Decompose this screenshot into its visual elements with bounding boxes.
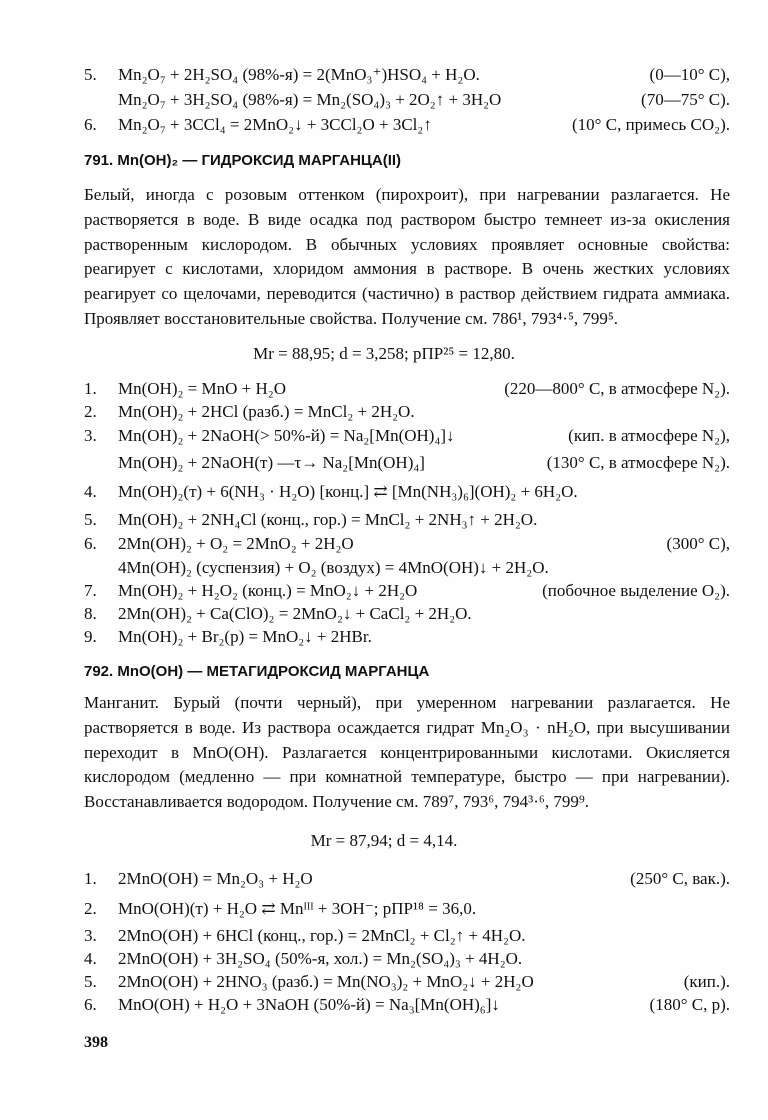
reaction-number: 7.	[84, 581, 97, 600]
reaction-number: 1.	[84, 379, 97, 398]
reaction-row	[84, 580, 730, 604]
reaction-equation: Mn(OH)₂ + 2NaOH(> 50%-й) = Na₂[Mn(OH)₄]↓	[118, 426, 455, 445]
reaction-equation: 2MnO(OH) + 6HCl (конц., гор.) = 2MnCl₂ + Cl₂↑ + 4H₂O.	[118, 926, 526, 945]
section-heading-791: 791. Mn(OH)₂ — ГИДРОКСИД МАРГАНЦА(II)	[84, 152, 402, 169]
reaction-condition: (70—75° С).	[641, 90, 730, 109]
reaction-equation: Mn₂O₇ + 3CCl₄ = 2MnO₂↓ + 3CCl₂O + 3Cl₂↑	[118, 115, 432, 134]
section-description-792: Манганит. Бурый (почти черный), при умеренном нагревании разлагается. Не растворяется в воде. Из раствора осаждается гидрат Mn₂O₃ · nH₂O, при высушивании переходит в MnO(OH). Разлагается концентрированными кислотами. Окисляется кислородом (медленно — при комнатной температуре, быстро — при нагревании). Восстанавливается водородом. Получение см. 789⁷, 793⁶, 794³·⁶, 799⁹.	[84, 693, 730, 812]
reaction-condition: (220—800° С, в атмосфере N₂).	[504, 379, 730, 398]
reaction-row	[84, 114, 730, 138]
reaction-equation: 2MnO(OH) + 2HNO₃ (разб.) = Mn(NO₃)₂ + MnO₂↓ + 2H₂O	[118, 972, 534, 991]
reaction-row	[84, 509, 730, 533]
reaction-row	[84, 948, 730, 972]
reaction-row	[84, 401, 730, 425]
reaction-number: 6.	[84, 995, 97, 1014]
reaction-row	[84, 994, 730, 1018]
reaction-number: 5.	[84, 65, 97, 84]
reaction-equation: Mn₂O₇ + 2H₂SO₄ (98%-я) = 2(MnO₃⁺)HSO₄ + H₂O.	[118, 65, 480, 84]
reaction-condition: (130° С, в атмосфере N₂).	[546, 453, 730, 472]
reaction-condition: (кип. в атмосфере N₂),	[568, 426, 730, 445]
reaction-row	[84, 925, 730, 949]
reaction-row	[84, 533, 730, 557]
reaction-number: 6.	[84, 534, 97, 553]
reaction-row	[84, 89, 730, 113]
reaction-row	[84, 64, 730, 88]
reaction-number: 8.	[84, 604, 97, 623]
reaction-row	[84, 452, 730, 476]
reaction-number: 4.	[84, 949, 97, 968]
reaction-equation: 2MnO(OH) + 3H₂SO₄ (50%-я, хол.) = Mn₂(SO₄)₃ + 4H₂O.	[118, 949, 523, 968]
reaction-condition: (180° С, р).	[649, 995, 730, 1014]
reaction-number: 1.	[84, 869, 97, 888]
reaction-number: 9.	[84, 627, 97, 646]
reaction-number: 2.	[84, 899, 97, 918]
reaction-equation: Mn₂O₇ + 3H₂SO₄ (98%-я) = Mn₂(SO₄)₃ + 2O₂↑ + 3H₂O	[118, 90, 502, 109]
reaction-condition: (0—10° С),	[649, 65, 730, 84]
reaction-row	[84, 626, 730, 650]
reaction-row	[84, 898, 730, 922]
reaction-number: 3.	[84, 926, 97, 945]
reaction-condition: (250° С, вак.).	[630, 869, 730, 888]
reaction-number: 5.	[84, 972, 97, 991]
physical-constants-792: Mr = 87,94; d = 4,14.	[310, 831, 458, 850]
reaction-row	[84, 971, 730, 995]
reaction-condition: (10° С, примесь CO₂).	[572, 115, 730, 134]
reaction-equation: Mn(OH)₂(т) + 6(NH₃ · H₂O) [конц.] ⇄ [Mn(NH₃)₆](OH)₂ + 6H₂O.	[118, 482, 578, 501]
reaction-condition: (побочное выделение O₂).	[542, 581, 730, 600]
reaction-row	[84, 378, 730, 402]
reaction-number: 3.	[84, 426, 97, 445]
reaction-equation: Mn(OH)₂ + 2HCl (разб.) = MnCl₂ + 2H₂O.	[118, 402, 415, 421]
reaction-equation: 2Mn(OH)₂ + Ca(ClO)₂ = 2MnO₂↓ + CaCl₂ + 2H₂O.	[118, 604, 472, 623]
reaction-number: 5.	[84, 510, 97, 529]
reaction-row	[84, 425, 730, 449]
reaction-condition: (кип.).	[683, 972, 730, 991]
reaction-equation: 2Mn(OH)₂ + O₂ = 2MnO₂ + 2H₂O	[118, 534, 354, 553]
section-heading-792: 792. MnO(OH) — МЕТАГИДРОКСИД МАРГАНЦА	[84, 663, 430, 680]
reaction-number: 6.	[84, 115, 97, 134]
section-description-791: Белый, иногда с розовым оттенком (пирохроит), при нагревании разлагается. Не растворяется в воде. В виде осадка под раствором быстро темнеет из-за окисления растворенным кислородом. В обычных условиях проявляет основные свойства: реагирует с кислотами, хлоридом аммония в растворе. В очень жестких условиях реагирует со щелочами, переводится (частично) в раствор действием гидрата аммиака. Проявляет восстановительные свойства. Получение см. 786¹, 793⁴·⁵, 799⁵.	[84, 185, 730, 328]
physical-constants-791: Mr = 88,95; d = 3,258; рПР²⁵ = 12,80.	[253, 344, 515, 363]
reaction-condition: (300° С),	[666, 534, 730, 553]
reaction-equation: 2MnO(OH) = Mn₂O₃ + H₂O	[118, 869, 313, 888]
reaction-equation: Mn(OH)₂ + Br₂(р) = MnO₂↓ + 2HBr.	[118, 627, 372, 646]
reaction-equation: 4Mn(OH)₂ (суспензия) + O₂ (воздух) = 4MnO(OH)↓ + 2H₂O.	[118, 558, 549, 577]
reaction-equation: Mn(OH)₂ + 2NH₄Cl (конц., гор.) = MnCl₂ + 2NH₃↑ + 2H₂O.	[118, 510, 538, 529]
reaction-equation: MnO(OH)(т) + H₂O ⇄ Mnᴵᴵᴵ + 3OH⁻; рПР¹⁸ = 36,0.	[118, 899, 477, 918]
reaction-row	[84, 557, 730, 581]
reaction-equation: Mn(OH)₂ = MnO + H₂O	[118, 379, 286, 398]
reaction-number: 2.	[84, 402, 97, 421]
page-number: 398	[84, 1034, 108, 1051]
reaction-row	[84, 603, 730, 627]
reaction-number: 4.	[84, 482, 97, 501]
reaction-equation: Mn(OH)₂ + 2NaOH(т) —τ→ Na₂[Mn(OH)₄]	[118, 453, 425, 472]
reaction-equation: Mn(OH)₂ + H₂O₂ (конц.) = MnO₂↓ + 2H₂O	[118, 581, 418, 600]
reaction-row	[84, 868, 730, 892]
reaction-equation: MnO(OH) + H₂O + 3NaOH (50%-й) = Na₃[Mn(OH)₆]↓	[118, 995, 500, 1014]
reaction-row	[84, 481, 730, 505]
